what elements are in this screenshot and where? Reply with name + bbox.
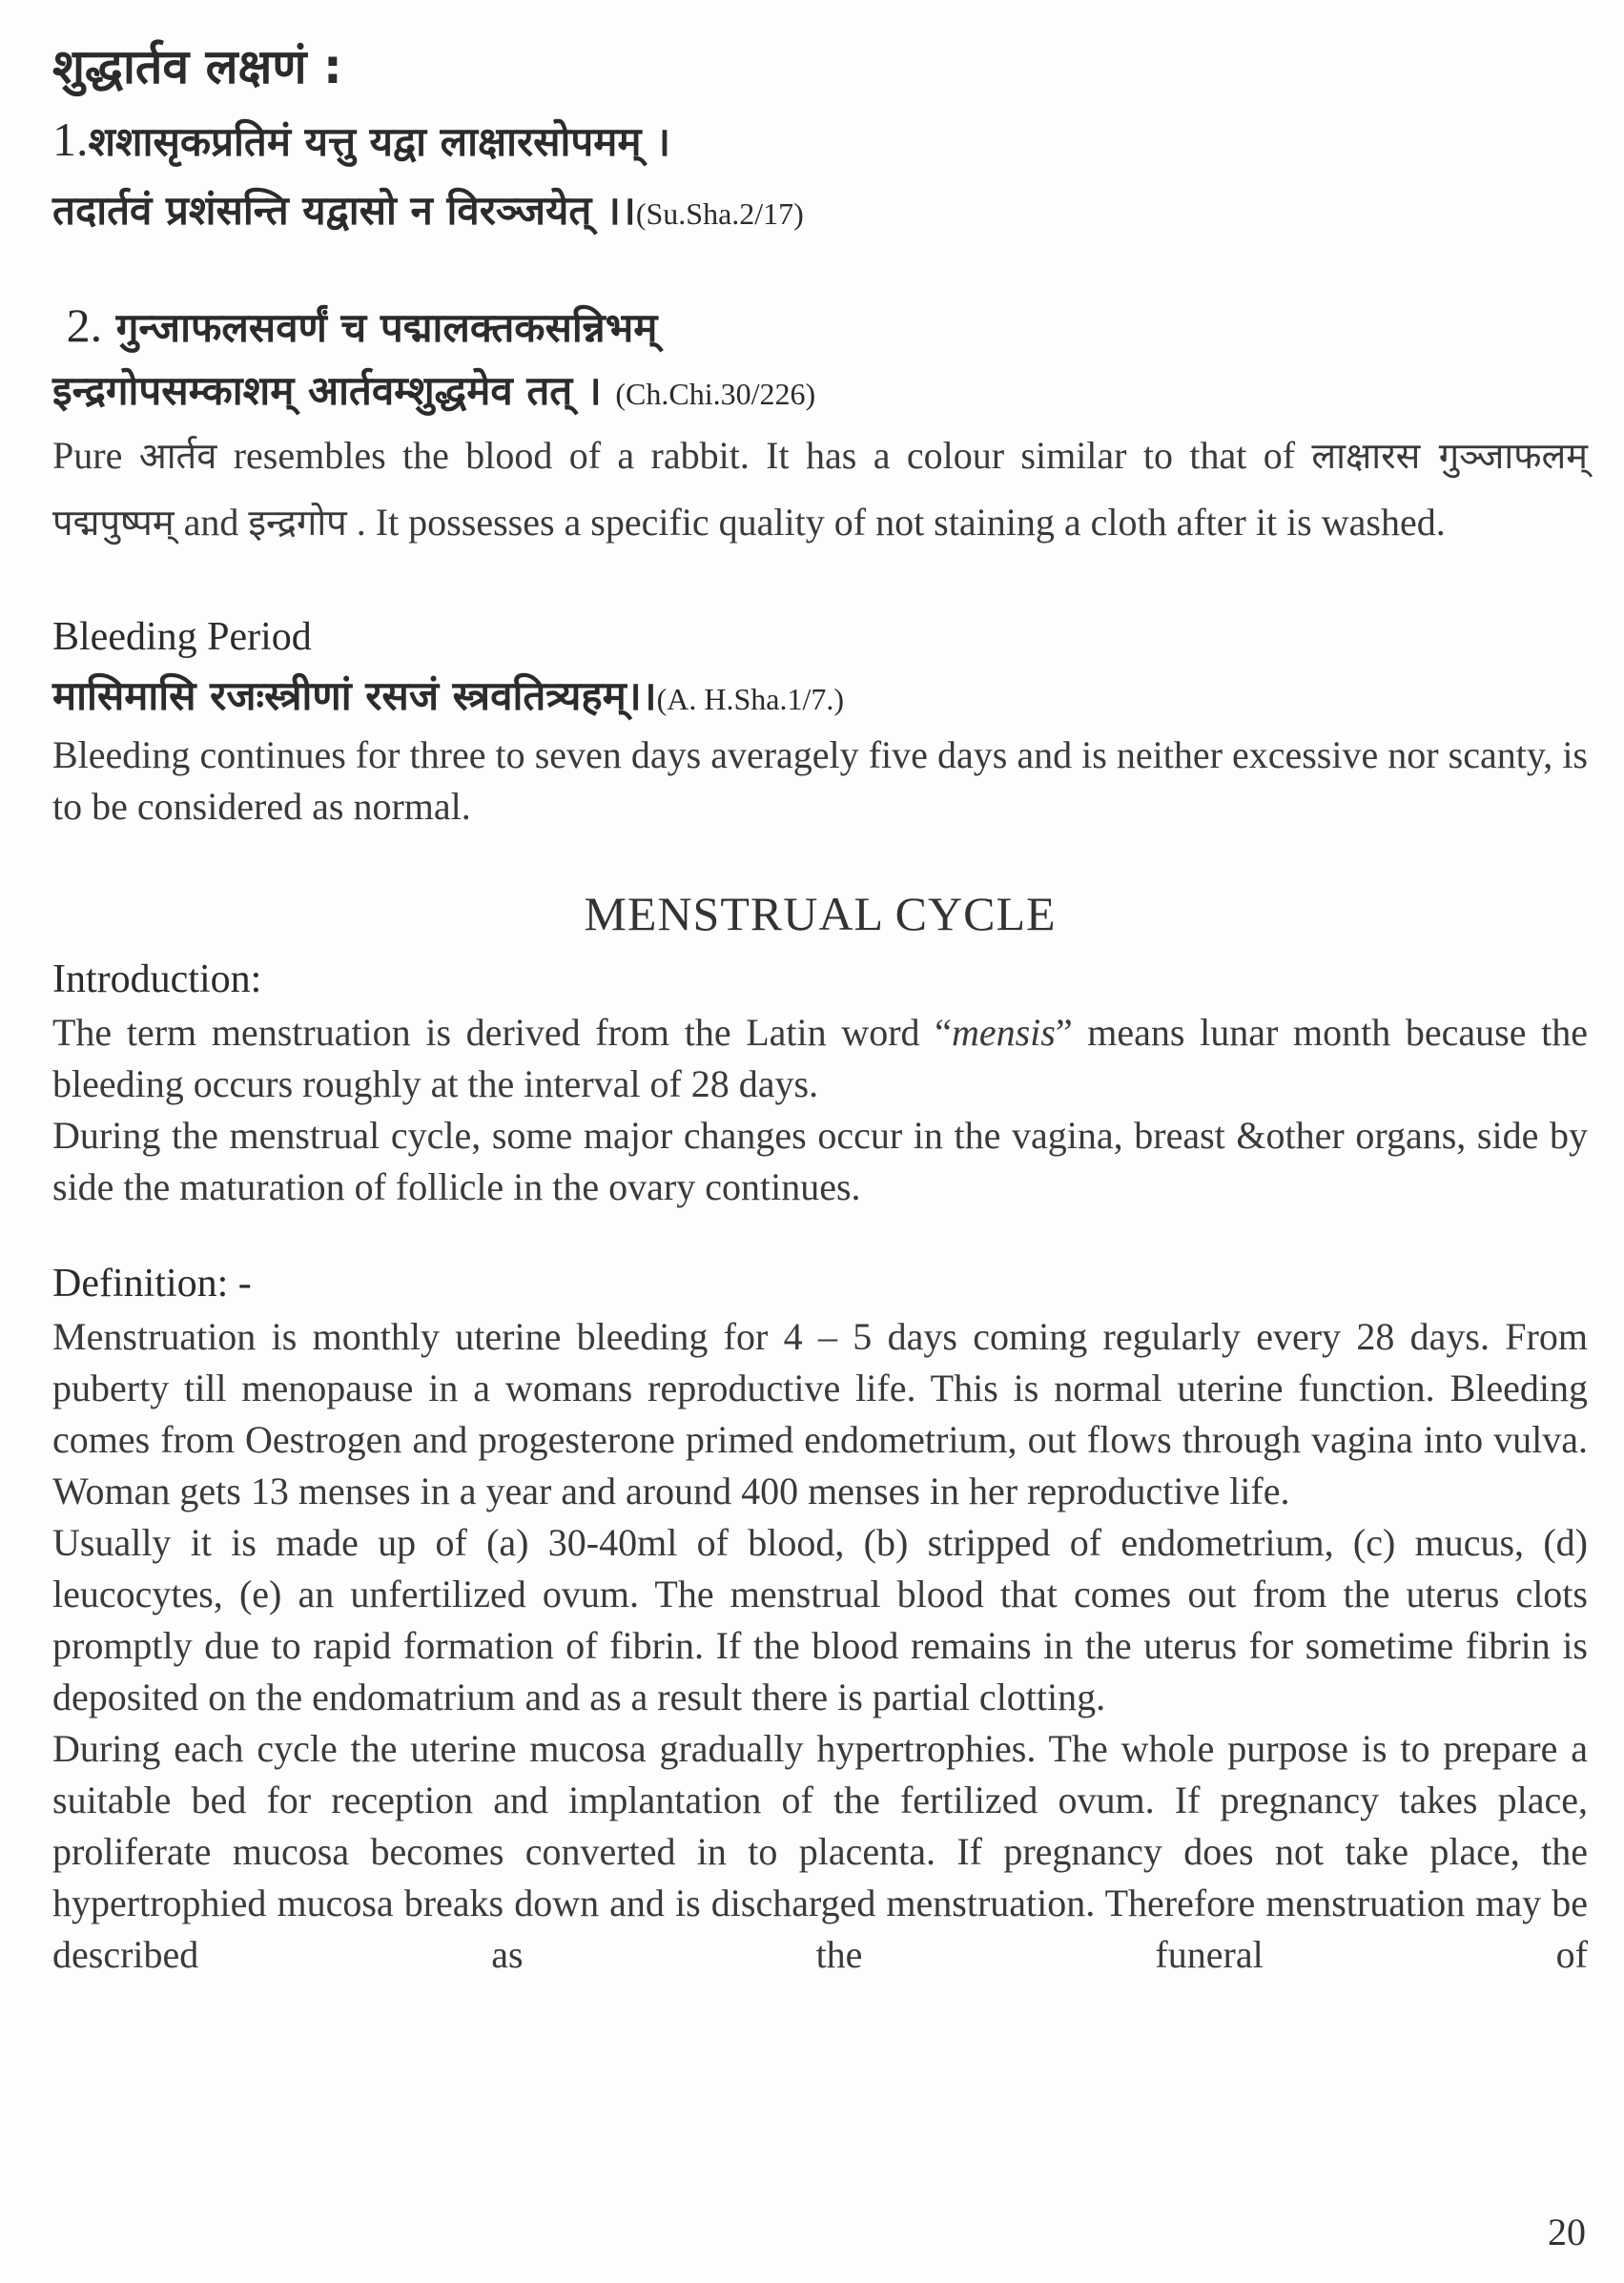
introduction-paragraph-1: The term menstruation is derived from the Latin word “mensis” means lunar month because the bleeding occurs roughly at the interval of 28 days.: [52, 1011, 1589, 1105]
definition-paragraph-3: During each cycle the uterine mucosa gradually hypertrophies. The whole purpose is to prepare a suitable bed for reception and implantation of the fertilized ovum. If pregnancy takes place, proliferate mucosa becomes converted in to placenta. If pregnancy does not take place, the hypertrophied mucosa breaks down and is discharged menstruation. Therefore menstruation may be described as the funeral of: [52, 1727, 1588, 1976]
verse-1: [52, 105, 1588, 248]
bleeding-paragraph: Bleeding continues for three to seven days averagely five days and is neither excessive nor scanty, is to be considered as normal.: [52, 733, 1588, 828]
definition-heading: Definition: -: [52, 1262, 252, 1306]
latin-term: mensis: [951, 1011, 1056, 1054]
introduction-heading: [52, 952, 1588, 1007]
section-title: MENSTRUAL CYCLE: [584, 887, 1057, 940]
bleeding-verse: [52, 666, 1588, 730]
term-lakshara: लाक्षारस गुञ्जाफलम् पद्मपुष्पम्: [52, 435, 1588, 544]
verse-1-number: 1.: [52, 113, 89, 166]
verse-2-number: 2.: [66, 298, 103, 352]
bleeding-verse-text: मासिमासि रजःस्त्रीणां रसजं स्त्रवतित्र्यहम्।।: [52, 672, 657, 719]
verse-1-line-1: शशासृकप्रतिमं यत्तु यद्वा लाक्षारसोपमम् ।: [88, 118, 671, 165]
bleeding-period-heading: Bleeding Period: [52, 615, 312, 659]
bleeding-verse-reference: (A. H.Sha.1/7.): [656, 682, 845, 716]
verse-2-line-2: इन्द्रगोपसम्काशम् आर्तवम्शुद्धमेव तत् ।: [52, 367, 602, 414]
term-artava: आर्तव: [138, 435, 217, 477]
page-number: 20: [1548, 2211, 1586, 2253]
term-indragopa: इन्द्रगोप: [248, 502, 347, 544]
page-content: [52, 29, 1588, 1981]
definition-paragraph-2: Usually it is made up of (a) 30-40ml of blood, (b) stripped of endometrium, (c) mucus, (d) leucocytes, (e) an unfertilized ovum. The menstrual blood that comes out from the uterus clots promptly due to rapid formation of fibrin. If the blood remains in the uterus for sometime fibrin is deposited on the endomatrium and as a result there is partial clotting.: [52, 1521, 1588, 1718]
introduction-mark: :: [250, 957, 262, 1001]
definition-paragraph-1: Menstruation is monthly uterine bleeding for 4 – 5 days coming regularly every 28 days. From puberty till menopause in a womans reproductive life. This is normal uterine function. Bleeding comes from Oestrogen and progesterone primed endometrium, out flows through vagina into vulva. Woman gets 13 menses in a year and around 400 menses in her reproductive life.: [52, 1315, 1588, 1512]
verse-2-reference: (Ch.Chi.30/226): [615, 377, 816, 411]
verse-1-line-2: तदार्तवं प्रशंसन्ति यद्वासो न विरञ्जयेत् ।।: [52, 187, 636, 234]
sanskrit-heading: शुद्धार्तव लक्षणं :: [52, 39, 342, 94]
pure-artava-paragraph: Pure आर्तव resembles the blood of a rabbit. It has a colour similar to that of लाक्षारस गुञ्जाफलम् पद्मपुष्पम् and इन्द्रगोप . It possesses a specific quality of not staining a cloth after it is washed.: [52, 434, 1588, 544]
introduction-label: Introduction: [52, 957, 251, 1001]
verse-2: [52, 291, 1588, 422]
introduction-paragraph-2: During the menstrual cycle, some major changes occur in the vagina, breast &other organs, side by side the maturation of follicle in the ovary continues.: [52, 1114, 1588, 1208]
verse-1-reference: (Su.Sha.2/17): [635, 196, 804, 231]
verse-2-line-1: गुन्जाफलसवर्णं च पद्मालक्तकसन्निभम्: [115, 304, 658, 351]
